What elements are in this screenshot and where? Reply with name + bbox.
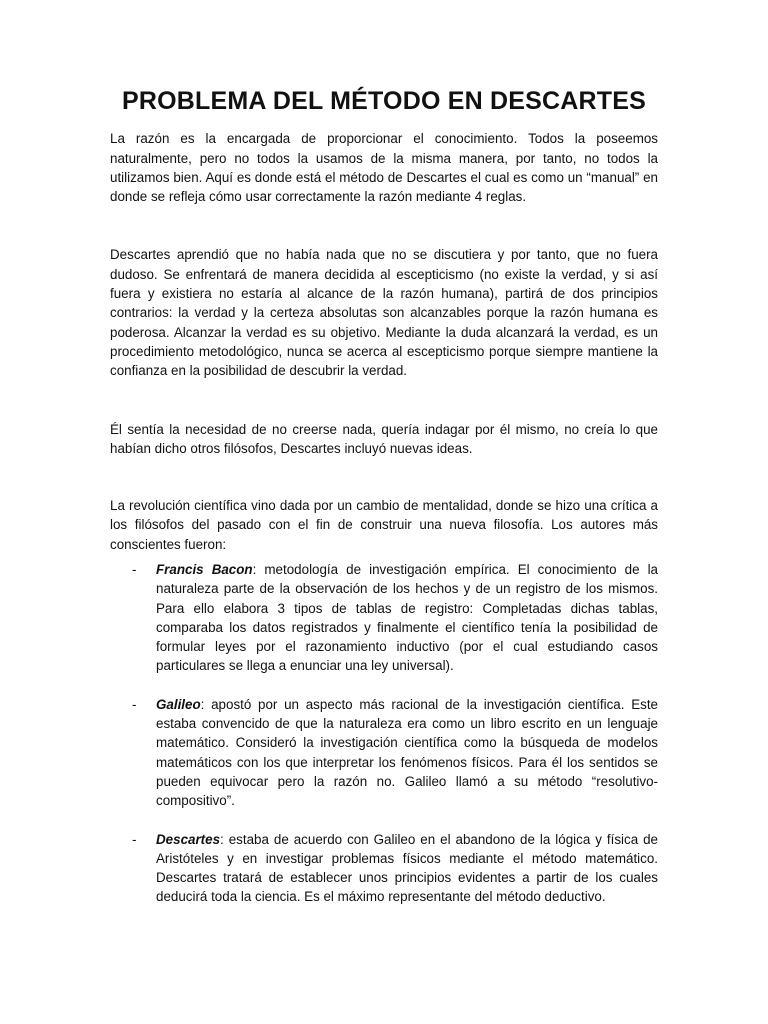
- list-dash-marker: -: [132, 562, 137, 577]
- list-dash-marker: -: [132, 831, 137, 847]
- author-description: : apostó por un aspecto más racional de la investigación científica. Este estaba convencido de que la naturaleza era como un libro escrito en un lenguaje matemático. Consideró la investigación científica como la búsqueda de modelos matemáticos con los que interpretar los fenómenos físicos. Para él los sentidos se pueden equivocar pero la razón no. Galileo llamó a su método “resolutivo-compositivo”.: [156, 696, 658, 809]
- paragraph-scientific-revolution: La revolución científica vino dada por un cambio de mentalidad, donde se hizo una crítica a los filósofos del pasado con el fin de construir una nueva filosofía. Los autores más conscientes fueron:: [110, 498, 658, 552]
- list-item-galileo: [110, 695, 658, 811]
- paragraph-new-ideas: Él sentía la necesidad de no creerse nada, quería indagar por él mismo, no creía lo que habían dicho otros filósofos, Descartes incluyó nuevas ideas.: [110, 421, 658, 456]
- paragraph-spacer: [110, 458, 658, 496]
- list-item-francis-bacon: [110, 560, 658, 676]
- paragraph-spacer: [110, 381, 658, 420]
- author-name: Galileo: [156, 696, 201, 712]
- author-description: : estaba de acuerdo con Galileo en el abandono de la lógica y física de Aristóteles y en investigar problemas físicos mediante el método matemático. Descartes tratará de establecer unos principios evidentes a partir de los cuales deducirá toda la ciencia. Es el máximo representante del método deductivo.: [156, 831, 658, 905]
- document-title: PROBLEMA DEL MÉTODO EN DESCARTES: [121, 87, 647, 115]
- list-item-descartes: [110, 830, 658, 907]
- paragraph-spacer: [110, 206, 658, 245]
- list-dash-marker: -: [132, 696, 137, 712]
- author-name: Descartes: [156, 831, 221, 847]
- paragraph-descartes-doubt: Descartes aprendió que no había nada que no se discutiera y por tanto, que no fuera dudoso. Se enfrentará de manera decidida al escepticismo (no existe la verdad, y si así fuera y existiera no estaría al alcance de la razón humana), partirá de dos principios contrarios: la verdad y la certeza absolutas son alcanzables porque la razón humana es poderosa. Alcanzar la verdad es su objetivo. Mediante la duda alcanzará la verdad, es un procedimiento metodológico, nunca se acerca al escepticismo porque siempre mantiene la confianza en la posibilidad de descubrir la verdad.: [110, 247, 658, 379]
- paragraph-intro: La razón es la encargada de proporcionar el conocimiento. Todos la poseemos naturalmente, pero no todos la usamos de la misma manera, por tanto, no todos la utilizamos bien. Aquí es donde está el método de Descartes el cual es como un “manual” en donde se refleja cómo usar correctamente la razón mediante 4 reglas.: [110, 131, 658, 205]
- authors-list: [110, 560, 658, 907]
- author-name: Francis Bacon: [156, 562, 253, 577]
- author-description: : metodología de investigación empírica. El conocimiento de la naturaleza parte de la observación de los hechos y de un registro de los mismos. Para ello elabora 3 tipos de tablas de registro: Completadas dichas tablas, comparaba los datos registrados y finalmente el científico tenía la posibilidad de formular leyes por el razonamiento inductivo (por el cual estudiando casos particulares se llega a enunciar una ley universal).: [156, 562, 659, 674]
